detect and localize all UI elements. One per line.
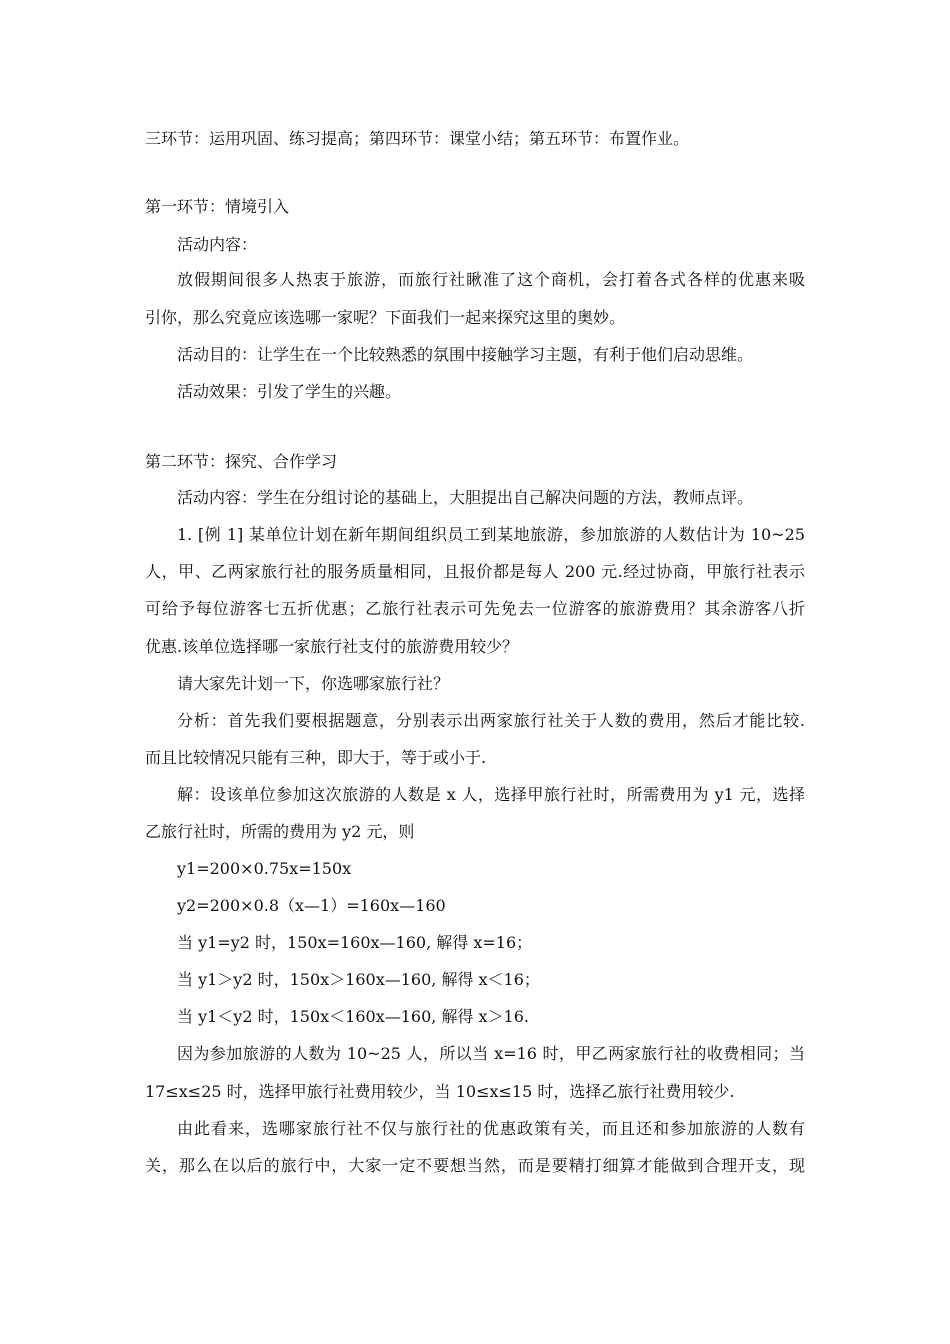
text-line-example: 优惠.该单位选择哪一家旅行社支付的旅游费用较少？ [145, 637, 519, 656]
section-heading-stage-1: 第一环节：情境引入 [145, 197, 290, 216]
text-line: 请大家先计划一下，你选哪家旅行社？ [177, 674, 450, 693]
case-less: 当 y1＜y2 时，150x＜160x—160, 解得 x＞16. [177, 1007, 530, 1026]
equation-y2: y2=200×0.8（x—1）=160x—160 [177, 896, 446, 915]
text-line: 活动目的：让学生在一个比较熟悉的氛围中接触学习主题，有利于他们启动思维。 [177, 345, 754, 364]
text-line-analysis: 分析：首先我们要根据题意，分别表示出两家旅行社关于人数的费用，然后才能比较. [177, 711, 805, 730]
text-line-stages-overview: 三环节：运用巩固、练习提高；第四环节：课堂小结；第五环节：布置作业。 [145, 129, 690, 148]
text-line: 放假期间很多人热衷于旅游，而旅行社瞅准了这个商机，会打着各式各样的优惠来吸 [177, 270, 805, 289]
section-heading-stage-2: 第二环节：探究、合作学习 [145, 452, 338, 471]
text-line-analysis: 而且比较情况只能有三种，即大于，等于或小于. [145, 748, 487, 767]
equation-y1: y1=200×0.75x=150x [177, 859, 352, 878]
case-equal: 当 y1=y2 时，150x=160x—160, 解得 x=16； [177, 933, 533, 952]
case-greater: 当 y1＞y2 时，150x＞160x—160, 解得 x＜16； [177, 970, 540, 989]
text-line: 活动内容： [177, 235, 258, 254]
text-line-example: 1. [例 1] 某单位计划在新年期间组织员工到某地旅游，参加旅游的人数估计为 10~25 [177, 525, 805, 544]
text-line-solution: 解：设该单位参加这次旅游的人数是 x 人，选择甲旅行社时，所需费用为 y1 元，选择 [177, 785, 805, 804]
text-line: 活动效果：引发了学生的兴趣。 [177, 382, 402, 401]
text-line-conclusion: 因为参加旅游的人数为 10~25 人，所以当 x=16 时，甲乙两家旅行社的收费相同；当 [177, 1044, 805, 1063]
text-line-conclusion: 17≤x≤25 时，选择甲旅行社费用较少，当 10≤x≤15 时，选择乙旅行社费用较少. [145, 1082, 735, 1101]
text-line-solution: 乙旅行社时，所需的费用为 y2 元，则 [145, 822, 415, 841]
text-line-example: 可给予每位游客七五折优惠；乙旅行社表示可先免去一位游客的旅游费用？其余游客八折 [145, 599, 805, 618]
text-line: 引你，那么究竟应该选哪一家呢？下面我们一起来探究这里的奥妙。 [145, 308, 626, 327]
text-line: 活动内容：学生在分组讨论的基础上，大胆提出自己解决问题的方法，教师点评。 [177, 488, 754, 507]
text-line-example: 人，甲、乙两家旅行社的服务质量相同，且报价都是每人 200 元.经过协商，甲旅行社表示 [145, 562, 805, 581]
text-line: 关，那么在以后的旅行中，大家一定不要想当然，而是要精打细算才能做到合理开支，现 [145, 1156, 805, 1175]
text-line: 由此看来，选哪家旅行社不仅与旅行社的优惠政策有关，而且还和参加旅游的人数有 [177, 1119, 805, 1138]
